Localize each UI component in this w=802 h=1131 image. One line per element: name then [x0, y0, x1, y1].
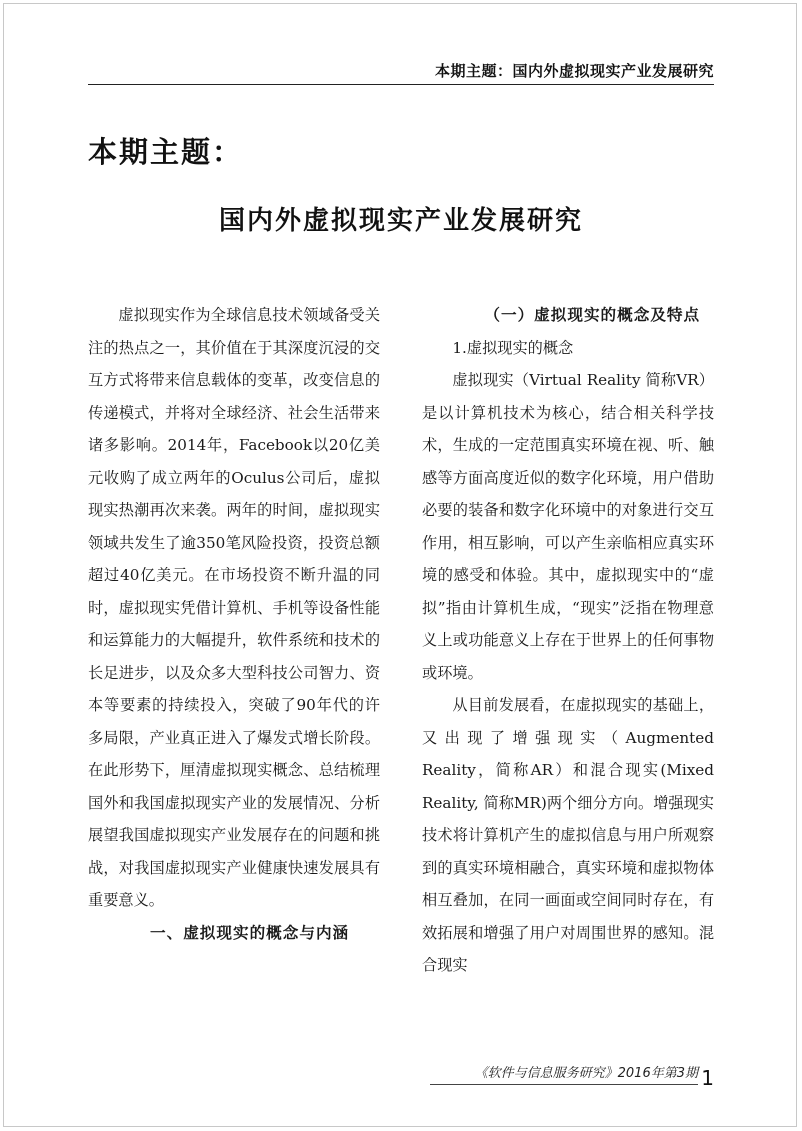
page-number: 1: [701, 1066, 714, 1090]
subsubsection-heading: 1.虚拟现实的概念: [452, 338, 574, 357]
section-heading: 一、虚拟现实的概念与内涵: [150, 923, 350, 942]
footer-rule: [430, 1084, 698, 1085]
body-paragraph: 从目前发展看，在虚拟现实的基础上，又出现了增强现实（Augmented Reality，简称AR）和混合现实(Mixed Reality, 简称MR)两个细分方向。增强现实技术将计算机产生的虚拟信息与用户所观察到的真实环境相融合，真实环境和虚拟物体相互叠加，在同一画面或空间同时存在，有效拓展和增强了用户对周围世界的感知。混合现实: [422, 696, 714, 974]
header-rule: [88, 84, 714, 85]
body-paragraph: 虚拟现实（Virtual Reality 简称VR）是以计算机技术为核心，结合相关科学技术，生成的一定范围真实环境在视、听、触感等方面高度近似的数字化环境，用户借助必要的装备和数字化环境中的对象进行交互作用，相互影响，可以产生亲临相应真实环境的感受和体验。其中，虚拟现实中的“虚拟”指由计算机生成，“现实”泛指在物理意义上或功能意义上存在于世界上的任何事物或环境。: [422, 371, 714, 682]
right-column: [422, 299, 714, 982]
section-label: 本期主题：: [88, 135, 244, 169]
left-column: [88, 299, 380, 949]
footer-source: 《软件与信息服务研究》2016年第3期: [474, 1066, 698, 1081]
body-paragraph: 虚拟现实作为全球信息技术领域备受关注的热点之一，其价值在于其深度沉浸的交互方式将带来信息载体的变革，改变信息的传递模式，并将对全球经济、社会生活带来诸多影响。2014年，Facebook以20亿美元收购了成立两年的Oculus公司后，虚拟现实热潮再次来袭。两年的时间，虚拟现实领域共发生了逾350笔风险投资，投资总额超过40亿美元。在市场投资不断升温的同时，虚拟现实凭借计算机、手机等设备性能和运算能力的大幅提升，软件系统和技术的长足进步，以及众多大型科技公司智力、资本等要素的持续投入，突破了90年代的许多局限，产业真正进入了爆发式增长阶段。在此形势下，厘清虚拟现实概念、总结梳理国外和我国虚拟现实产业的发展情况、分析展望我国虚拟现实产业发展存在的问题和挑战，对我国虚拟现实产业健康快速发展具有重要意义。: [88, 306, 380, 909]
subsection-heading: （一）虚拟现实的概念及特点: [484, 306, 701, 324]
article-title: 国内外虚拟现实产业发展研究: [218, 206, 583, 236]
running-header: 本期主题：国内外虚拟现实产业发展研究: [434, 62, 714, 80]
